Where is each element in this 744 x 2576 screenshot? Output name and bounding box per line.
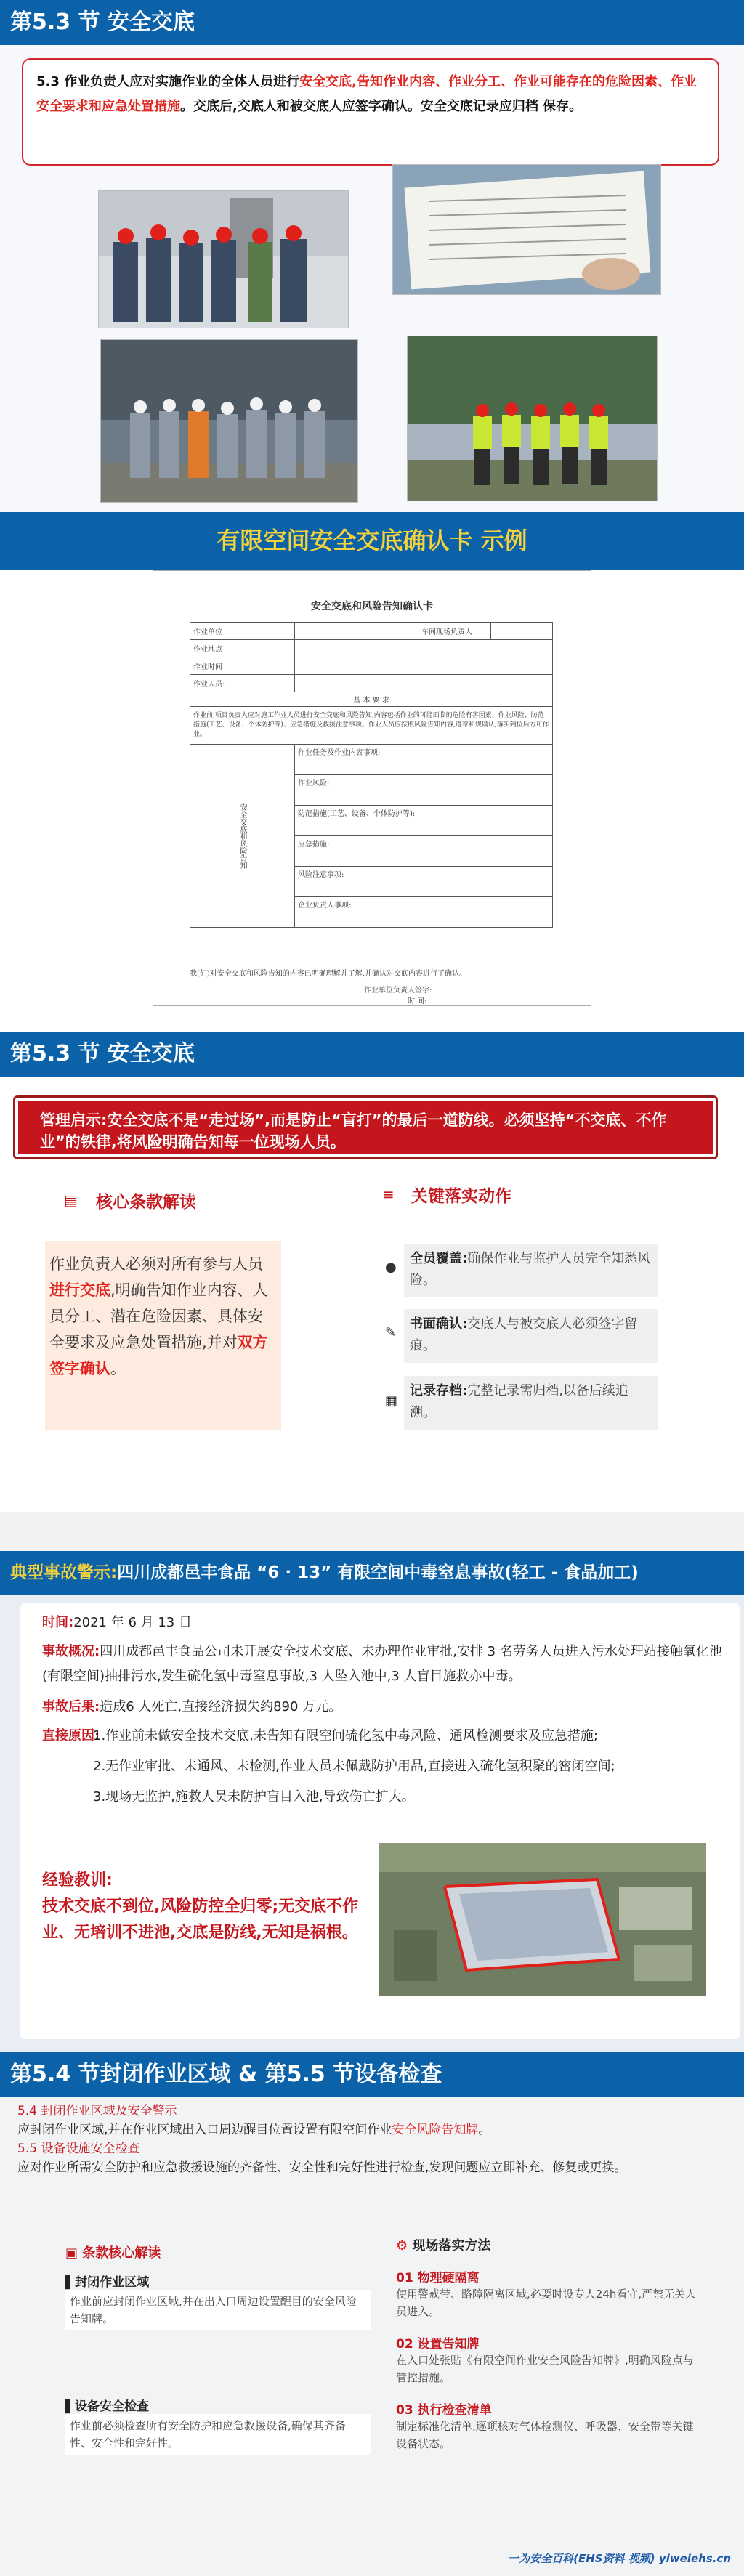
right-subtitle: 关键落实动作: [411, 1187, 512, 1206]
action-label: 记录存档:: [410, 1383, 468, 1398]
cell-place-value[interactable]: [295, 640, 553, 657]
clause-highlight: 安全交底,告知作业内容、作业分工、作业可能存在的危险因素、作业安全要求和应急处置措施: [36, 74, 697, 114]
cell-basic-label: 基 本 要 求: [190, 692, 553, 707]
photo-team-briefing: [98, 190, 349, 328]
cause-item: 2.无作业审批、未通风、未检测,作业人员未佩戴防护用品,直接进入硫化氢积聚的密闭空间;: [93, 1759, 615, 1774]
card-example-banner: 有限空间安全交底确认卡 示例: [0, 512, 744, 570]
interp-text: 作业负责人必须对所有参与人员: [49, 1255, 263, 1273]
cause-label: 直接原因:: [42, 1728, 100, 1743]
section-accident-case: [0, 1551, 744, 2052]
clause-54-text-a: 应封闭作业区域,并在作业区域出入口周边醒目位置设置有限空间作业: [17, 2123, 392, 2137]
accident-causes: [42, 1724, 732, 1805]
section-title: 第5.4 节封闭作业区域 & 第5.5 节设备检查: [0, 2052, 744, 2097]
clause-55-label: 5.5 设备设施安全检查: [17, 2142, 140, 2156]
clause-54-text-b: 。: [478, 2123, 491, 2137]
grid-icon: ▦: [385, 1393, 398, 1409]
action-text: 交底人与被交底人必须签字留痕。: [410, 1316, 638, 1353]
interp-text-end: 。: [110, 1360, 126, 1377]
cell-people-value[interactable]: [295, 675, 553, 692]
action-label: 书面确认:: [410, 1316, 468, 1332]
card-footer-time: 时 间:: [408, 997, 427, 1005]
clause-interpretation: [45, 1241, 281, 1430]
cell-content: 作业任务及作业内容事项:: [295, 745, 553, 775]
card-footer-sign: 作业单位负责人签字:: [364, 987, 432, 995]
clause-text: 5.3 作业负责人应对实施作业的全体人员进行: [36, 74, 300, 89]
section-title: 第5.3 节 安全交底: [0, 1032, 744, 1077]
accident-summary: [42, 1640, 732, 1689]
cell-risk: 作业风险:: [295, 775, 553, 806]
accident-box: [20, 1603, 740, 2039]
clause-summary: [17, 2102, 737, 2177]
bar-icon: ▌: [65, 2399, 76, 2414]
section-safety-briefing: [0, 0, 744, 512]
cell-other: 企业负责人事项:: [295, 897, 553, 928]
interp-highlight-2: 双方签字确认: [49, 1334, 268, 1377]
card-footer: [190, 967, 553, 1005]
cell-unit: 作业单位: [190, 623, 295, 640]
cell-measures: 防范措施(工艺、设备、个体防护等):: [295, 806, 553, 836]
cell-notice: 风险注意事项:: [295, 867, 553, 897]
bar-icon: ▌: [65, 2275, 76, 2290]
clause-54-highlight: 安全风险告知牌: [392, 2123, 479, 2137]
checklist-icon: ≡: [382, 1186, 395, 1203]
accident-time: [42, 1611, 192, 1635]
accident-title: 四川成都邑丰食品 “6 · 13” 有限空间中毒窒息事故(轻工 - 食品加工): [117, 1563, 639, 1582]
step-title: 01 物理硬隔离: [396, 2271, 480, 2285]
cell-place: 作业地点: [190, 640, 295, 657]
action-label: 全员覆盖:: [410, 1251, 468, 1266]
result-label: 事故后果:: [42, 1699, 100, 1714]
step-text: 在入口处张贴《有限空间作业安全风险告知牌》,明确风险点与管控措施。: [396, 2354, 694, 2384]
cell-emergency: 应急措施:: [295, 836, 553, 867]
panel-subtitle: [65, 2396, 371, 2414]
lesson-title: 经验教训:: [42, 1871, 113, 1890]
cell-side-label: 安全交底和风险告知: [190, 745, 295, 928]
panel-text: 作业前必须检查所有安全防护和应急救援设备,确保其齐备性、安全性和完好性。: [65, 2414, 371, 2455]
summary-label: 事故概况:: [42, 1644, 100, 1659]
cell-basic-text: 作业前,项目负责人应对施工作业人员进行安全交底和风险告知,内容包括作业的可能面临的危险有害因素、作业风险、防范措施(工艺、设备、个体防护等)、应急措施及救援注意事项。作业人员应按照风险告知内容,遵章和规确认,落实到位后方可作业。: [190, 707, 553, 745]
cell-time-value[interactable]: [295, 657, 553, 675]
management-alert: [13, 1095, 718, 1159]
step-text: 制定标准化清单,逐项核对气体检测仪、呼吸器、安全带等关键设备状态。: [396, 2420, 694, 2450]
section-card-example: [0, 512, 744, 1032]
interp-highlight: 进行交底: [49, 1281, 110, 1299]
panel-subtitle: [65, 2272, 371, 2290]
cell-time: 作业时间: [190, 657, 295, 675]
accident-title-prefix: 典型事故警示:: [10, 1563, 118, 1582]
section-area-equipment: [0, 2052, 744, 2576]
left-subtitle: 核心条款解读: [96, 1193, 196, 1212]
action-text: 完整记录需归档,以备后续追溯。: [410, 1383, 628, 1420]
panel-title: [65, 2243, 371, 2261]
photo-document-check: [392, 164, 661, 295]
photo-workers-vests: [407, 336, 658, 501]
card-table: [190, 622, 553, 928]
clause-box: [22, 58, 719, 166]
action-text: 确保作业与监护人员完全知悉风险。: [410, 1251, 651, 1288]
gear-icon: ⚙: [396, 2238, 413, 2253]
panel-subtitle-text: 设备安全检查: [75, 2399, 150, 2414]
cell-people: 作业人员:: [190, 675, 295, 692]
doc-icon: ▣: [65, 2245, 83, 2261]
action-item: [404, 1376, 658, 1430]
interp-text-mid: ,明确告知作业内容、人员分工、潜在危险因素、具体安全要求及应急处置措施,并对: [49, 1281, 268, 1351]
clause-text-end: 。交底后,交底人和被交底人应签字确认。安全交底记录应归档 保存。: [180, 99, 583, 114]
cell-site-lead: 车间现场负责人: [418, 623, 491, 640]
result-value: 造成6 人死亡,直接经济损失约890 万元。: [100, 1699, 342, 1714]
card-title: 安全交底和风险告知确认卡: [311, 601, 433, 612]
step-title: 02 设置告知牌: [396, 2337, 480, 2352]
photo-workers-site: [100, 339, 358, 503]
clause-54-text: [17, 2121, 737, 2139]
step-title: 03 执行检查清单: [396, 2403, 492, 2418]
panel-title: [396, 2235, 701, 2254]
section-title: 第5.3 节 安全交底: [0, 0, 744, 45]
pen-icon: ✎: [385, 1325, 397, 1340]
management-alert-text: 管理启示:安全交底不是“走过场”,而是防止“盲打”的最后一道防线。必须坚持“不交底、不作业”的铁律,将风险明确告知每一位现场人员。: [18, 1101, 713, 1154]
action-item: [404, 1309, 658, 1363]
panel-title-text: 现场落实方法: [412, 2238, 491, 2253]
aerial-photo: [379, 1843, 706, 1996]
insight-body: [0, 1077, 744, 1512]
accident-title-bar: [0, 1551, 744, 1595]
summary-value: 四川成都邑丰食品公司未开展安全技术交底、未办理作业审批,安排 3 名劳务人员进入污水处理站接触氧化池(有限空间)抽排污水,发生硫化氢中毒窒息事故,3 人坠入池中,3 人盲目施救亦中毒。: [42, 1644, 722, 1684]
cell-site-lead-value[interactable]: [491, 623, 553, 640]
methods-panel: [396, 2235, 701, 2526]
interpretation-panel: [65, 2243, 371, 2533]
lesson-text: 技术交底不到位,风险防控全归零;无交底不作业、无培训不进池,交底是防线,无知是祸根。: [42, 1897, 359, 1942]
site-footer[interactable]: 一为安全百科(EHS资料 视频) yiweiehs.cn: [508, 2552, 731, 2565]
panel-subtitle-text: 封闭作业区域: [75, 2275, 150, 2290]
cell-unit-value[interactable]: [295, 623, 418, 640]
clause-55-text: 应对作业所需安全防护和应急救援设施的齐备性、安全性和完好性进行检查,发现问题应立即补充、修复或更换。: [17, 2160, 627, 2175]
time-label: 时间:: [42, 1615, 74, 1630]
confirmation-card: [153, 570, 591, 1006]
card-footer-statement: 我(们)对安全交底和风险告知的内容已明确理解并了解,并确认对交底内容进行了确认。: [190, 970, 466, 978]
calendar-icon: ▤: [64, 1191, 78, 1209]
clause-54-label: 5.4 封闭作业区域及安全警示: [17, 2104, 177, 2118]
panel-text: 作业前应封闭作业区域,并在出入口周边设置醒目的安全风险告知牌。: [65, 2290, 371, 2330]
action-item: [404, 1244, 658, 1297]
cause-item: 1.作业前未做安全技术交底,未告知有限空间硫化氢中毒风险、通风检测要求及应急措施;: [93, 1728, 598, 1743]
cause-item: 3.现场无监护,施救人员未防护盲目入池,导致伤亡扩大。: [93, 1789, 415, 1805]
user-icon: ●: [385, 1260, 397, 1275]
step-text: 使用警戒带、路障隔离区域,必要时设专人24h看守,严禁无关人员进入。: [396, 2288, 697, 2318]
time-value: 2021 年 6 月 13 日: [73, 1615, 192, 1630]
lesson-block: [42, 1868, 376, 1946]
section-briefing-insight: [0, 1032, 744, 1551]
accident-result: [42, 1695, 341, 1720]
panel-title-text: 条款核心解读: [82, 2245, 161, 2261]
